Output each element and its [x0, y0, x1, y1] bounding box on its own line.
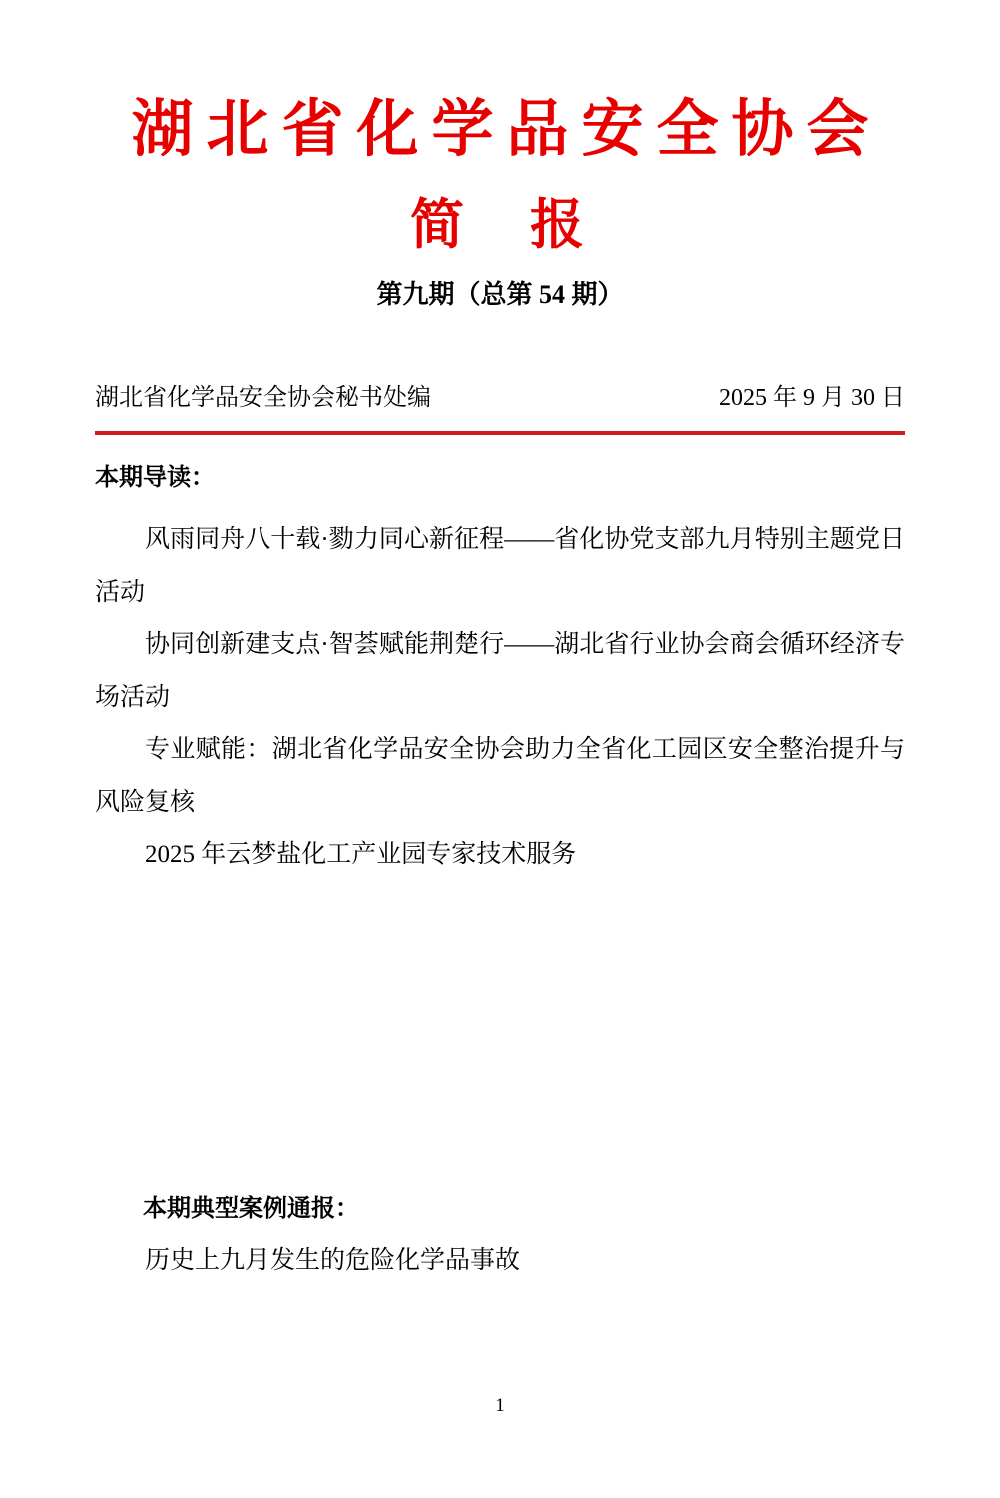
case-report-heading: 本期典型案例通报：	[143, 1194, 359, 1222]
editor-credit: 湖北省化学品安全协会秘书处编	[95, 385, 431, 411]
page-number: 1	[495, 1395, 505, 1416]
digest-list	[95, 514, 905, 882]
digest-item: 风雨同舟八十载·勠力同心新征程——省化协党支部九月特别主题党日活动	[95, 526, 905, 606]
digest-item: 2025 年云梦盐化工产业园专家技术服务	[145, 841, 577, 868]
red-divider-rule	[95, 431, 905, 435]
publish-date: 2025 年 9 月 30 日	[719, 385, 905, 411]
document-page	[0, 85, 1000, 1498]
case-report-item: 历史上九月发生的危险化学品事故	[145, 1247, 521, 1274]
digest-heading: 本期导读：	[95, 464, 215, 491]
issue-line: 第九期（总第 54 期）	[376, 280, 624, 309]
page-title: 湖北省化学品安全协会	[131, 96, 882, 164]
digest-item: 协同创新建支点·智荟赋能荆楚行——湖北省行业协会商会循环经济专场活动	[95, 631, 905, 711]
digest-item: 专业赋能：湖北省化学品安全协会助力全省化工园区安全整治提升与风险复核	[95, 736, 905, 816]
page-subtitle: 简 报	[410, 195, 590, 255]
meta-row	[95, 383, 905, 413]
